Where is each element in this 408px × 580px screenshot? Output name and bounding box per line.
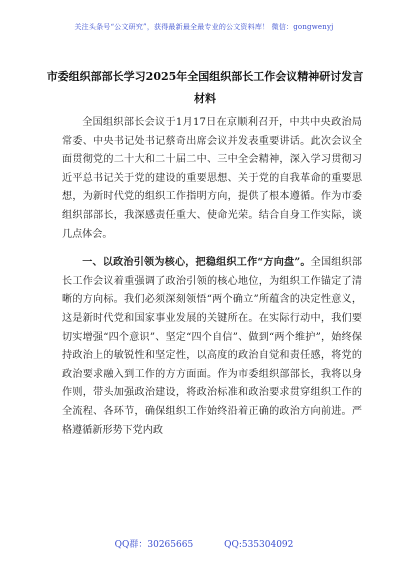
footer-contact (0, 537, 408, 550)
document-body (62, 114, 362, 440)
section-1-paragraph (62, 254, 362, 440)
footer-qq-group: QQ群：30265665 (114, 540, 194, 550)
paragraph-gap (62, 244, 362, 254)
document-title: 市委组织部部长学习2025年全国组织部长工作会议精神研讨发言材料 (46, 70, 364, 105)
promo-banner: 关注头条号“公文研究”，获得最新最全最专业的公文资料库！ 微信：gongwenyj (74, 23, 334, 31)
section-1-heading: 一、以政治引领为核心，把稳组织工作“方向盘”。 (82, 257, 311, 269)
footer-qq: QQ:535304092 (224, 540, 294, 550)
intro-paragraph: 全国组织部长会议于1月17日在京顺利召开，中共中央政治局常委、中央书记处书记蔡奇出席会议并发表重要讲话。此次会议全面贯彻党的二十大和二十届二中、三中全会精神，深入学习贯彻习近平总书记关于党的建设的重要思想、关于党的自我革命的重要思想，为新时代党的组织工作指明方向，提供了根本遵循。作为市委组织部部长，我深感责任重大、使命光荣。结合自身工作实际，谈几点体会。 (62, 117, 362, 240)
section-1-body: 全国组织部长工作会议着重强调了政治引领的核心地位，为组织工作锚定了清晰的方向标。我们必须深刻领悟“两个确立”所蕴含的决定性意义，这是新时代党和国家事业发展的关键所在。在实际行动中，我们要切实增强“四个意识”、坚定“四个自信”、做到“两个维护”，始终保持政治上的敏锐性和坚定性，以高度的政治自觉和责任感，将党的政治要求融入到工作的方方面面。作为市委组织部部长，我将以身作则，带头加强政治建设，将政治标准和政治要求贯穿组织工作的全流程、各环节，确保组织工作始终沿着正确的政治方向前进。严格遵循新形势下党内政 (62, 257, 362, 436)
